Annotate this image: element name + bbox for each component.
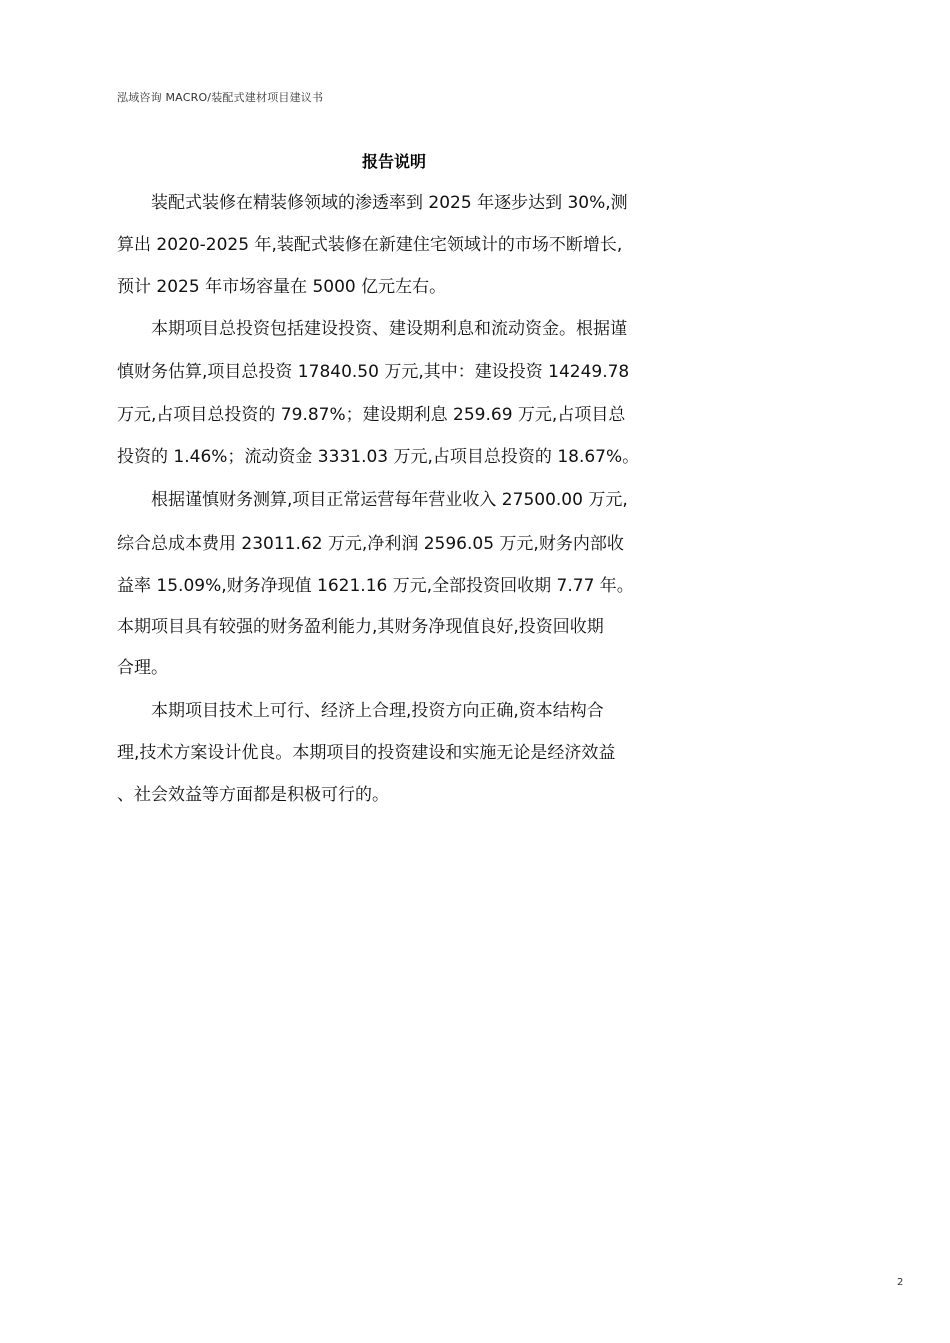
report-title: 报告说明 <box>361 152 426 171</box>
paragraph-line: 合理。 <box>117 658 168 678</box>
paragraph-line: 慎财务估算,项目总投资 17840.50 万元,其中：建设投资 14249.78 <box>117 362 630 382</box>
paragraph-line: 理,技术方案设计优良。本期项目的投资建设和实施无论是经济效益 <box>117 743 616 763</box>
paragraph-line: 算出 2020-2025 年,装配式装修在新建住宅领域计的市场不断增长, <box>117 235 623 255</box>
paragraph-line: 本期项目具有较强的财务盈利能力,其财务净现值良好,投资回收期 <box>117 617 604 637</box>
document-header: 泓域咨询 MACRO/装配式建材项目建议书 <box>117 91 324 104</box>
paragraph-line: 本期项目总投资包括建设投资、建设期利息和流动资金。根据谨 <box>151 319 627 339</box>
paragraph-line: 益率 15.09%,财务净现值 1621.16 万元,全部投资回收期 7.77 年。 <box>117 576 634 596</box>
paragraph-line: 、社会效益等方面都是积极可行的。 <box>117 785 389 805</box>
paragraph-line: 预计 2025 年市场容量在 5000 亿元左右。 <box>117 277 447 297</box>
paragraph-line: 根据谨慎财务测算,项目正常运营每年营业收入 27500.00 万元, <box>151 490 628 510</box>
paragraph-line: 装配式装修在精装修领域的渗透率到 2025 年逐步达到 30%,测 <box>151 193 628 213</box>
paragraph-line: 万元,占项目总投资的 79.87%；建设期利息 259.69 万元,占项目总 <box>117 405 626 425</box>
paragraph-line: 综合总成本费用 23011.62 万元,净利润 2596.05 万元,财务内部收 <box>117 534 624 554</box>
paragraph-line: 本期项目技术上可行、经济上合理,投资方向正确,资本结构合 <box>151 701 604 721</box>
paragraph-line: 投资的 1.46%；流动资金 3331.03 万元,占项目总投资的 18.67%。 <box>117 447 640 467</box>
page-number: 2 <box>897 1277 904 1288</box>
